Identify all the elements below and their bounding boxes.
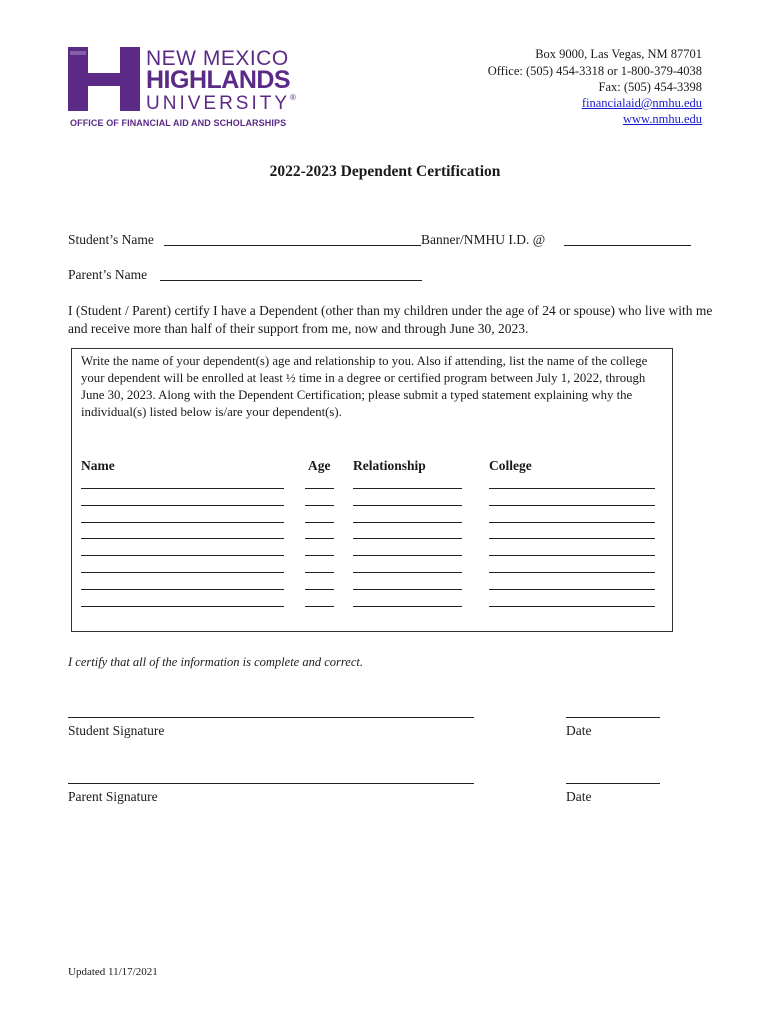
registered-mark: ® — [290, 93, 296, 102]
dependent-name-field[interactable] — [81, 488, 284, 489]
dependent-college-field[interactable] — [489, 589, 655, 590]
dependent-relationship-field[interactable] — [353, 555, 462, 556]
dependent-relationship-field[interactable] — [353, 589, 462, 590]
student-name-label: Student’s Name — [68, 232, 154, 247]
student-signature-label: Student Signature — [68, 723, 165, 738]
logo-line-3 — [146, 94, 296, 113]
dependent-relationship-field[interactable] — [353, 522, 462, 523]
student-signature-field[interactable] — [68, 717, 474, 718]
col-header-relationship: Relationship — [353, 458, 426, 473]
dependent-college-field[interactable] — [489, 555, 655, 556]
contact-address: Box 9000, Las Vegas, NM 87701 — [535, 47, 702, 61]
dependent-college-field[interactable] — [489, 572, 655, 573]
dependent-age-field[interactable] — [305, 589, 334, 590]
email-link[interactable]: financialaid@nmhu.edu — [581, 96, 702, 110]
office-subtitle: OFFICE OF FINANCIAL AID AND SCHOLARSHIPS — [70, 118, 287, 128]
dependent-college-field[interactable] — [489, 538, 655, 539]
contact-office-phone: Office: (505) 454-3318 or 1-800-379-4038 — [487, 64, 702, 78]
certify-statement: I certify that all of the information is complete and correct. — [68, 655, 363, 669]
col-header-college: College — [489, 458, 532, 473]
dependent-college-field[interactable] — [489, 505, 655, 506]
dependent-name-field[interactable] — [81, 606, 284, 607]
dependent-college-field[interactable] — [489, 606, 655, 607]
dependent-relationship-field[interactable] — [353, 572, 462, 573]
parent-date-label: Date — [566, 789, 592, 804]
banner-id-field[interactable] — [564, 245, 691, 246]
dependent-name-field[interactable] — [81, 505, 284, 506]
dependent-name-field[interactable] — [81, 522, 284, 523]
certify-paragraph: I (Student / Parent) certify I have a Dependent (other than my children under the age of 24 or spouse) who live with me and receive more than half of their support from me, now and through June 30, 2023. — [68, 303, 713, 336]
banner-id-label: Banner/NMHU I.D. @ — [421, 232, 546, 247]
dependent-name-field[interactable] — [81, 538, 284, 539]
student-date-label: Date — [566, 723, 592, 738]
dependent-name-field[interactable] — [81, 572, 284, 573]
university-logo-h-icon — [68, 47, 140, 111]
dependent-age-field[interactable] — [305, 538, 334, 539]
contact-fax: Fax: (505) 454-3398 — [598, 80, 702, 94]
dependent-relationship-field[interactable] — [353, 538, 462, 539]
dependent-relationship-field[interactable] — [353, 606, 462, 607]
dependent-age-field[interactable] — [305, 572, 334, 573]
dependent-name-field[interactable] — [81, 589, 284, 590]
student-date-field[interactable] — [566, 717, 660, 718]
col-header-age: Age — [308, 458, 331, 473]
dependent-age-field[interactable] — [305, 555, 334, 556]
dependent-age-field[interactable] — [305, 505, 334, 506]
parent-name-field[interactable] — [160, 280, 422, 281]
dependent-relationship-field[interactable] — [353, 488, 462, 489]
instructions-text: Write the name of your dependent(s) age and relationship to you. Also if attending, list the name of the college your dependent will be enrolled at least ½ time in a degree or certified program between July 1, 2022, through June 30, 2023. Along with the Dependent Certification; please submit a typed statement explaining why the individual(s) listed below is/are your dependent(s). — [81, 354, 648, 419]
col-header-name: Name — [81, 458, 115, 473]
dependent-college-field[interactable] — [489, 488, 655, 489]
dependent-age-field[interactable] — [305, 606, 334, 607]
dependent-relationship-field[interactable] — [353, 505, 462, 506]
parent-signature-field[interactable] — [68, 783, 474, 784]
dependent-age-field[interactable] — [305, 488, 334, 489]
website-link[interactable]: www.nmhu.edu — [622, 112, 702, 126]
parent-signature-label: Parent Signature — [68, 789, 158, 804]
dependent-age-field[interactable] — [305, 522, 334, 523]
dependent-name-field[interactable] — [81, 555, 284, 556]
updated-date: Updated 11/17/2021 — [68, 966, 158, 978]
parent-date-field[interactable] — [566, 783, 660, 784]
logo-line-1: NEW MEXICO — [146, 47, 289, 70]
document-title: 2022-2023 Dependent Certification — [269, 163, 501, 180]
dependent-college-field[interactable] — [489, 522, 655, 523]
logo-line-2: HIGHLANDS — [146, 66, 291, 94]
parent-name-label: Parent’s Name — [68, 267, 148, 282]
student-name-field[interactable] — [164, 245, 421, 246]
logo-line-3-text: UNIVERSITY — [146, 93, 291, 114]
